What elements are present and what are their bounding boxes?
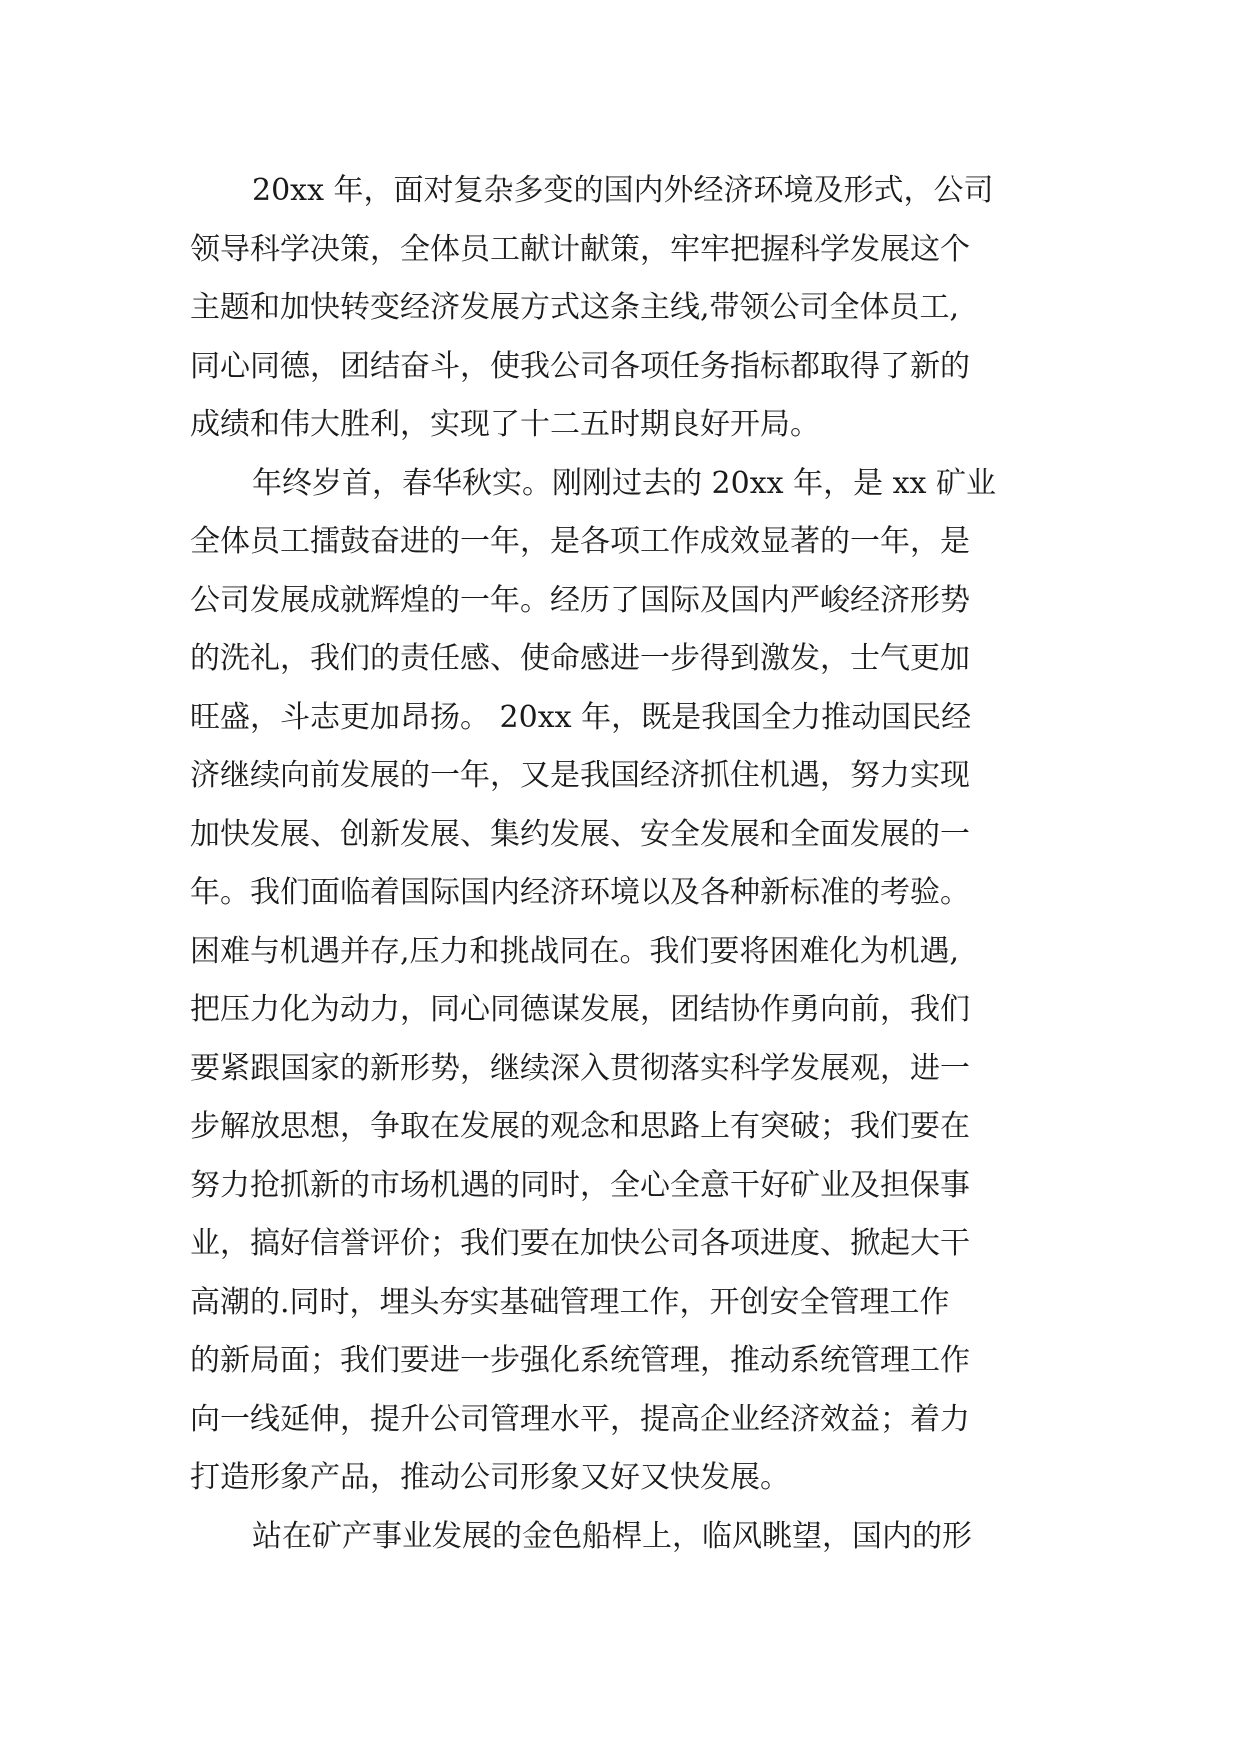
paragraph-line: 同心同德，团结奋斗，使我公司各项任务指标都取得了新的 — [190, 348, 970, 384]
paragraph-line: 主题和加快转变经济发展方式这条主线,带领公司全体员工, — [190, 290, 960, 325]
paragraph-line: 领导科学决策，全体员工献计献策，牢牢把握科学发展这个 — [190, 231, 970, 267]
paragraph-line: 济继续向前发展的一年，又是我国经济抓住机遇，努力实现 — [190, 758, 970, 793]
paragraph-line: 站在矿产事业发展的金色船桿上，临风眺望，国内的形 — [252, 1518, 972, 1554]
paragraph-3 — [190, 1508, 1090, 1567]
paragraph-1 — [190, 162, 1090, 455]
paragraph-line: 的新局面；我们要进一步强化系统管理，推动系统管理工作 — [190, 1343, 970, 1378]
paragraph-line: 加快发展、创新发展、集约发展、安全发展和全面发展的一 — [190, 816, 970, 852]
paragraph-line: 业，搞好信誉评价；我们要在加快公司各项进度、掀起大干 — [190, 1226, 970, 1261]
paragraph-line: 公司发展成就辉煌的一年。经历了国际及国内严峻经济形势 — [190, 582, 970, 618]
paragraph-line: 努力抢抓新的市场机遇的同时，全心全意干好矿业及担保事 — [190, 1167, 970, 1203]
paragraph-line: 旺盛，斗志更加昂扬。 20xx 年，既是我国全力推动国民经 — [190, 699, 972, 735]
paragraph-line: 年。我们面临着国际国内经济环境以及各种新标准的考验。 — [190, 875, 970, 910]
paragraph-line: 20xx 年，面对复杂多变的国内外经济环境及形式，公司 — [252, 173, 994, 208]
paragraph-line: 把压力化为动力，同心同德谋发展，团结协作勇向前，我们 — [190, 992, 970, 1027]
paragraph-line: 打造形象产品，推动公司形象又好又快发展。 — [190, 1460, 790, 1495]
paragraph-line: 高潮的.同时，埋头夯实基础管理工作，开创安全管理工作 — [190, 1284, 950, 1320]
paragraph-line: 成绩和伟大胜利，实现了十二五时期良好开局。 — [190, 407, 820, 442]
paragraph-line: 困难与机遇并存,压力和挑战同在。我们要将困难化为机遇, — [190, 933, 960, 969]
paragraph-line: 的洗礼，我们的责任感、使命感进一步得到激发，士气更加 — [190, 641, 970, 676]
paragraph-2 — [190, 455, 1090, 1508]
paragraph-line: 要紧跟国家的新形势，继续深入贯彻落实科学发展观，进一 — [190, 1050, 970, 1086]
paragraph-line: 全体员工擂鼓奋进的一年，是各项工作成效显著的一年，是 — [190, 524, 970, 559]
paragraph-line: 年终岁首，春华秋实。刚刚过去的 20xx 年，是 xx 矿业 — [252, 465, 996, 501]
paragraph-line: 向一线延伸，提升公司管理水平，提高企业经济效益；着力 — [190, 1401, 970, 1437]
document-body — [190, 162, 1090, 1566]
paragraph-line: 步解放思想，争取在发展的观念和思路上有突破；我们要在 — [190, 1109, 970, 1144]
